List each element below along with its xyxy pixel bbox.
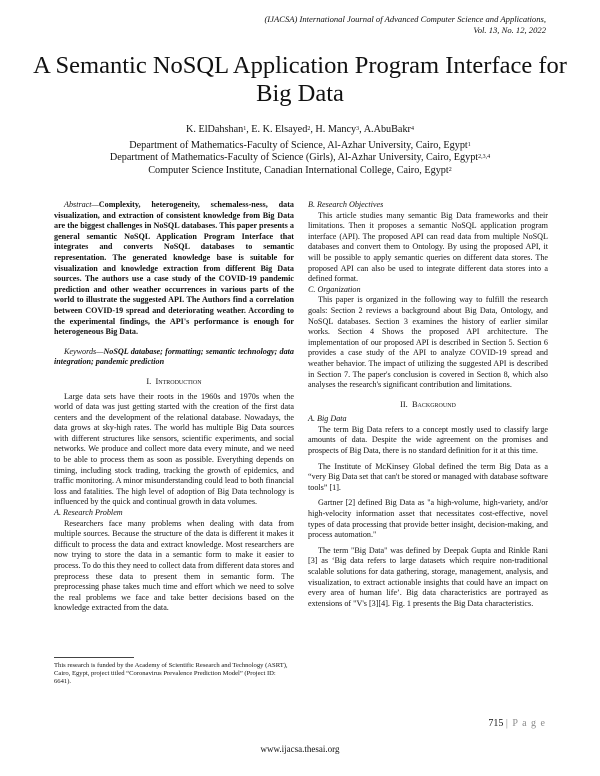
author-2: E. K. Elsayed — [251, 124, 308, 135]
keywords — [54, 347, 294, 368]
author-1: K. ElDahshan — [186, 124, 244, 135]
section-title: Background — [411, 399, 456, 409]
section-number: I. — [146, 376, 152, 386]
affiliation-1-sup: 1 — [467, 141, 471, 148]
affiliation-3-text: Computer Science Institute, Canadian International College, Cairo, Egypt — [148, 164, 449, 176]
big-data-paragraph-1: The term Big Data refers to a concept mostly used to classify large amounts of data. Despite the wide agreement on the promises and prospects of Big Data, there is no standard definition for it at this time. — [308, 424, 548, 456]
abstract — [54, 200, 294, 338]
author-4-sup: 4 — [410, 126, 414, 132]
journal-header — [166, 14, 546, 35]
right-column — [308, 200, 548, 609]
subsection-big-data: A. Big Data — [308, 414, 347, 424]
journal-website: www.ijacsa.thesai.org — [260, 744, 340, 754]
subsection-organization: C. Organization — [308, 284, 361, 294]
organization-paragraph: This paper is organized in the following way to fulfill the research goals: Section 2 reviews a background about Big Data, Ontology, and NoSQL databases. Section 3 examines the history of earlier similar works. Section 4 Shows the proposed API architecture. The implementation of our proposed API is described in Section 5. Section 6 provides a case study of the API to analyze COVID-19 spread and weather behavior. The impact of utilizing the suggested API is described in Section 7. The paper's conclusion is covered in Section 8, which also analyses the research's significant contribution and limitations. — [308, 295, 548, 390]
keywords-lead: Keywords— — [64, 346, 104, 356]
affiliation-2-sup: 2,3,4 — [478, 154, 491, 161]
author-block — [30, 124, 570, 177]
page-number — [488, 718, 546, 729]
research-problem-paragraph: Researchers face many problems when dealing with data from multiple sources. Because the structure of the data is different it makes it difficult to process the data and extract knowledge. Most researchers are now trying to store the data in a semantic form to make it easier to process. To do this they need to collect data from different data stores and preprocess these data to present them in semantic form. The preprocessing phase takes much time and effort which we need to solve the real problems we face and take better decisions based on the knowledge extracted from the data. — [54, 518, 294, 613]
keywords-text: NoSQL database; formatting; semantic technology; data integration; pandemic prediction — [54, 346, 294, 367]
affiliation-1 — [30, 140, 570, 153]
abstract-lead: Abstract— — [64, 200, 99, 209]
author-3-sup: 3 — [356, 126, 360, 132]
section-heading-introduction — [54, 377, 294, 388]
author-4: A.AbuBakr — [363, 124, 411, 135]
journal-name: (IJACSA) International Journal of Advanced Computer Science and Applications, — [264, 14, 546, 24]
big-data-paragraph-4: The term "Big Data" was defined by Deepak Gupta and Rinkle Rani [3] as ‘Big data refers to large datasets which require non-traditional scalable solutions for data gathering, storage, management, analysis, and visualization, to extract actionable insights that could have an impact on every area of human life’. Big data characteristics are portrayed as extensions of "V's [3][4]. Fig. 1 presents the Big Data characteristics. — [308, 545, 548, 608]
left-column — [54, 200, 294, 614]
paper-title: A Semantic NoSQL Application Program Interface for Big Data — [33, 52, 567, 107]
big-data-paragraph-2: The Institute of McKinsey Global defined the term Big Data as a “very Big Data set that can't be stored or managed with database software tools” [1]. — [308, 461, 548, 492]
journal-volume: Vol. 13, No. 12, 2022 — [473, 24, 546, 35]
affiliation-2 — [30, 152, 570, 165]
section-number: II. — [400, 399, 408, 409]
section-heading-background — [308, 400, 548, 411]
affiliation-3 — [30, 165, 570, 178]
research-objectives-paragraph: This article studies many semantic Big Data frameworks and their limitations. Then it proposes a semantic NoSQL application program interface (API). The proposed API can read data from multiple NoSQL databases and convert them to Ontology. By using the proposed API, it will be possible to apply semantic queries on different data stores. The proposed API can also be used to integrate different data stores into a defined format. — [308, 210, 548, 284]
author-2-sup: 2 — [307, 126, 311, 132]
author-names: K. ElDahshan$^1$, E. K. Elsayed$^2$, H. Mancy$^3$, A.AbuBakr$^4$ — [186, 124, 414, 135]
section-title: Introduction — [155, 376, 202, 386]
page-label: | P a g e — [505, 718, 546, 729]
affiliation-3-sup: 2 — [448, 166, 452, 173]
affiliation-1-text: Department of Mathematics-Faculty of Science, Al-Azhar University, Cairo, Egypt — [129, 139, 468, 151]
subsection-research-problem: A. Research Problem — [54, 508, 123, 518]
subsection-research-objectives: B. Research Objectives — [308, 200, 384, 209]
author-1-sup: 1 — [243, 126, 247, 132]
big-data-paragraph-3: Gartner [2] defined Big Data as "a high-volume, high-variety, and/or high-velocity information asset that necessitates cost-effective, novel types of data processing that provide better insight, decision-making, and process automation." — [308, 498, 548, 540]
intro-paragraph: Large data sets have their roots in the 1960s and 1970s when the world of data was just getting started with the creation of the first data centers and the development of the relational database. Nowadays, the data grows at sky-high rates. The world has multiple Big Data sources with different structures like sensors, scientific experiments, and social networks. We produce and collect more data every minute, and we need to be able to process them as soon as possible. Everything depends on timing, including stock trading, tracking the growth of epidemics, and traffic monitoring. A minor misunderstanding could lead to both financial loss and fatalities. The high level of adoption of Big Data technology is influenced by the quick and continual growth in data volumes. — [54, 391, 294, 507]
abstract-text: Complexity, heterogeneity, schemaless-ness, data visualization, and extraction of consistent knowledge from Big Data are the biggest challenges in NoSQL databases. This paper presents a general semantic NoSQL Application Program Interface that integrates and converts NoSQL databases to semantic representation. The generated knowledge base is suitable for visualization and knowledge extraction from different Big Data sources. The authors use a case study of the COVID-19 pandemic prediction and other weather occurrences in various parts of the world to illustrate the suggested API. The Authors find a correlation between COVID-19 spread and deteriorating weather. According to the experimental findings, the API's performance is enough for heterogeneous Big Data. — [54, 200, 294, 337]
footnote: This research is funded by the Academy of Scientific Research and Technology (ASRT), Cairo, Egypt, project titled “Coronavirus Prevalence Prediction Model” (Project ID: 6641). — [54, 662, 288, 686]
footnote-rule — [54, 657, 134, 658]
page-number-value: 715 — [488, 718, 504, 729]
author-3: H. Mancy — [315, 124, 357, 135]
affiliation-2-text: Department of Mathematics-Faculty of Science (Girls), Al-Azhar University, Cairo, Egypt — [109, 152, 479, 164]
